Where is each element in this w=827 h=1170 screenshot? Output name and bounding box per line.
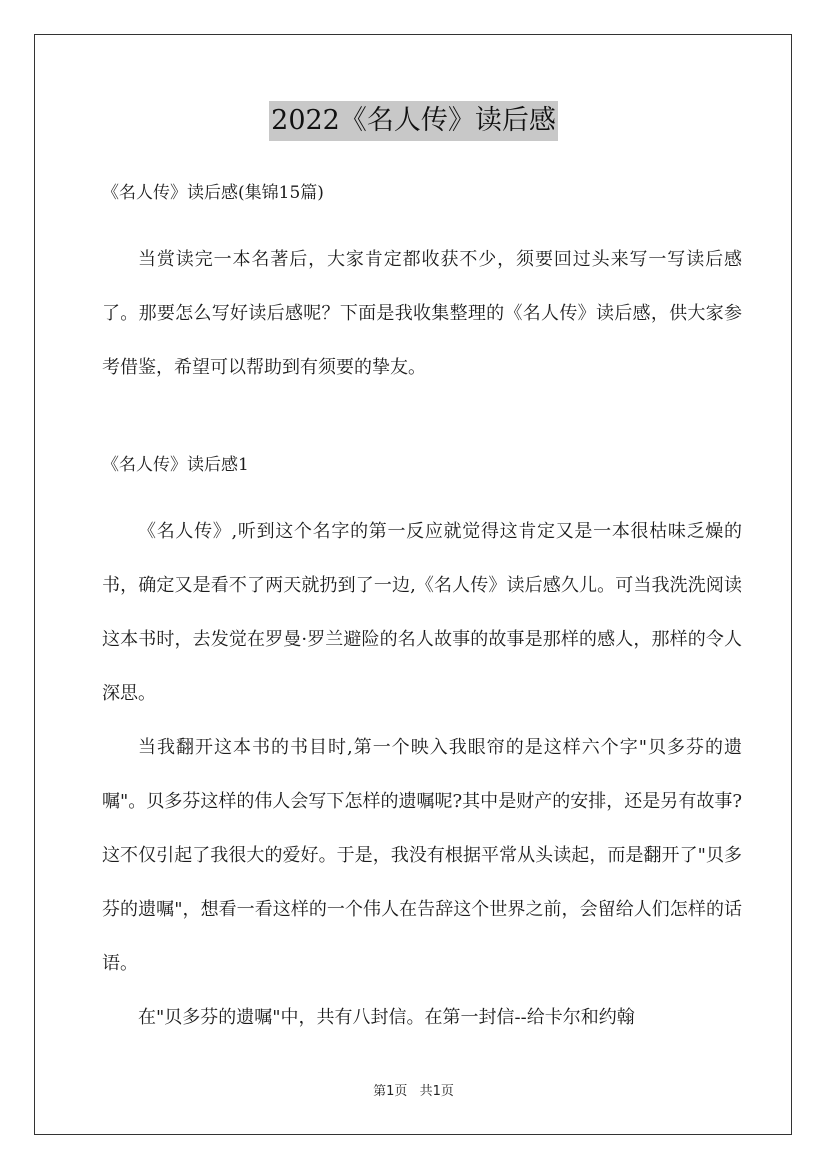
page-footer [0,1082,827,1102]
body-text [102,505,742,1045]
title-container [0,101,827,141]
document-title: 2022《名人传》读后感 [269,101,558,141]
body-paragraph-2: 当我翻开这本书的书目时,第一个映入我眼帘的是这样六个字"贝多芬的遗嘱"。贝多芬这样的伟人会写下怎样的遗嘱呢?其中是财产的安排，还是另有故事?这不仅引起了我很大的爱好。于是，我没有根据平常从头读起，而是翻开了"贝多芬的遗嘱"，想看一看这样的一个伟人在告辞这个世界之前，会留给人们怎样的话语。 [102,737,742,974]
document-subtitle: 《名人传》读后感(集锦15篇) [102,183,324,203]
page-total: 共1页 [419,1084,454,1099]
intro-paragraph: 当赏读完一本名著后，大家肯定都收获不少，须要回过头来写一写读后感了。那要怎么写好读后感呢？下面是我收集整理的《名人传》读后感，供大家参考借鉴，希望可以帮助到有须要的挚友。 [102,249,742,378]
section-heading: 《名人传》读后感1 [102,455,249,475]
body-paragraph-1: 《名人传》,听到这个名字的第一反应就觉得这肯定又是一本很枯味乏燥的书，确定又是看不了两天就扔到了一边,《名人传》读后感久儿。可当我洗洗阅读这本书时，去发觉在罗曼·罗兰避险的名人故事的故事是那样的感人，那样的令人深思。 [102,521,742,704]
body-paragraph-3: 在"贝多芬的遗嘱"中，共有八封信。在第一封信--给卡尔和约翰 [138,1007,635,1028]
page-number: 第1页 [373,1084,408,1099]
